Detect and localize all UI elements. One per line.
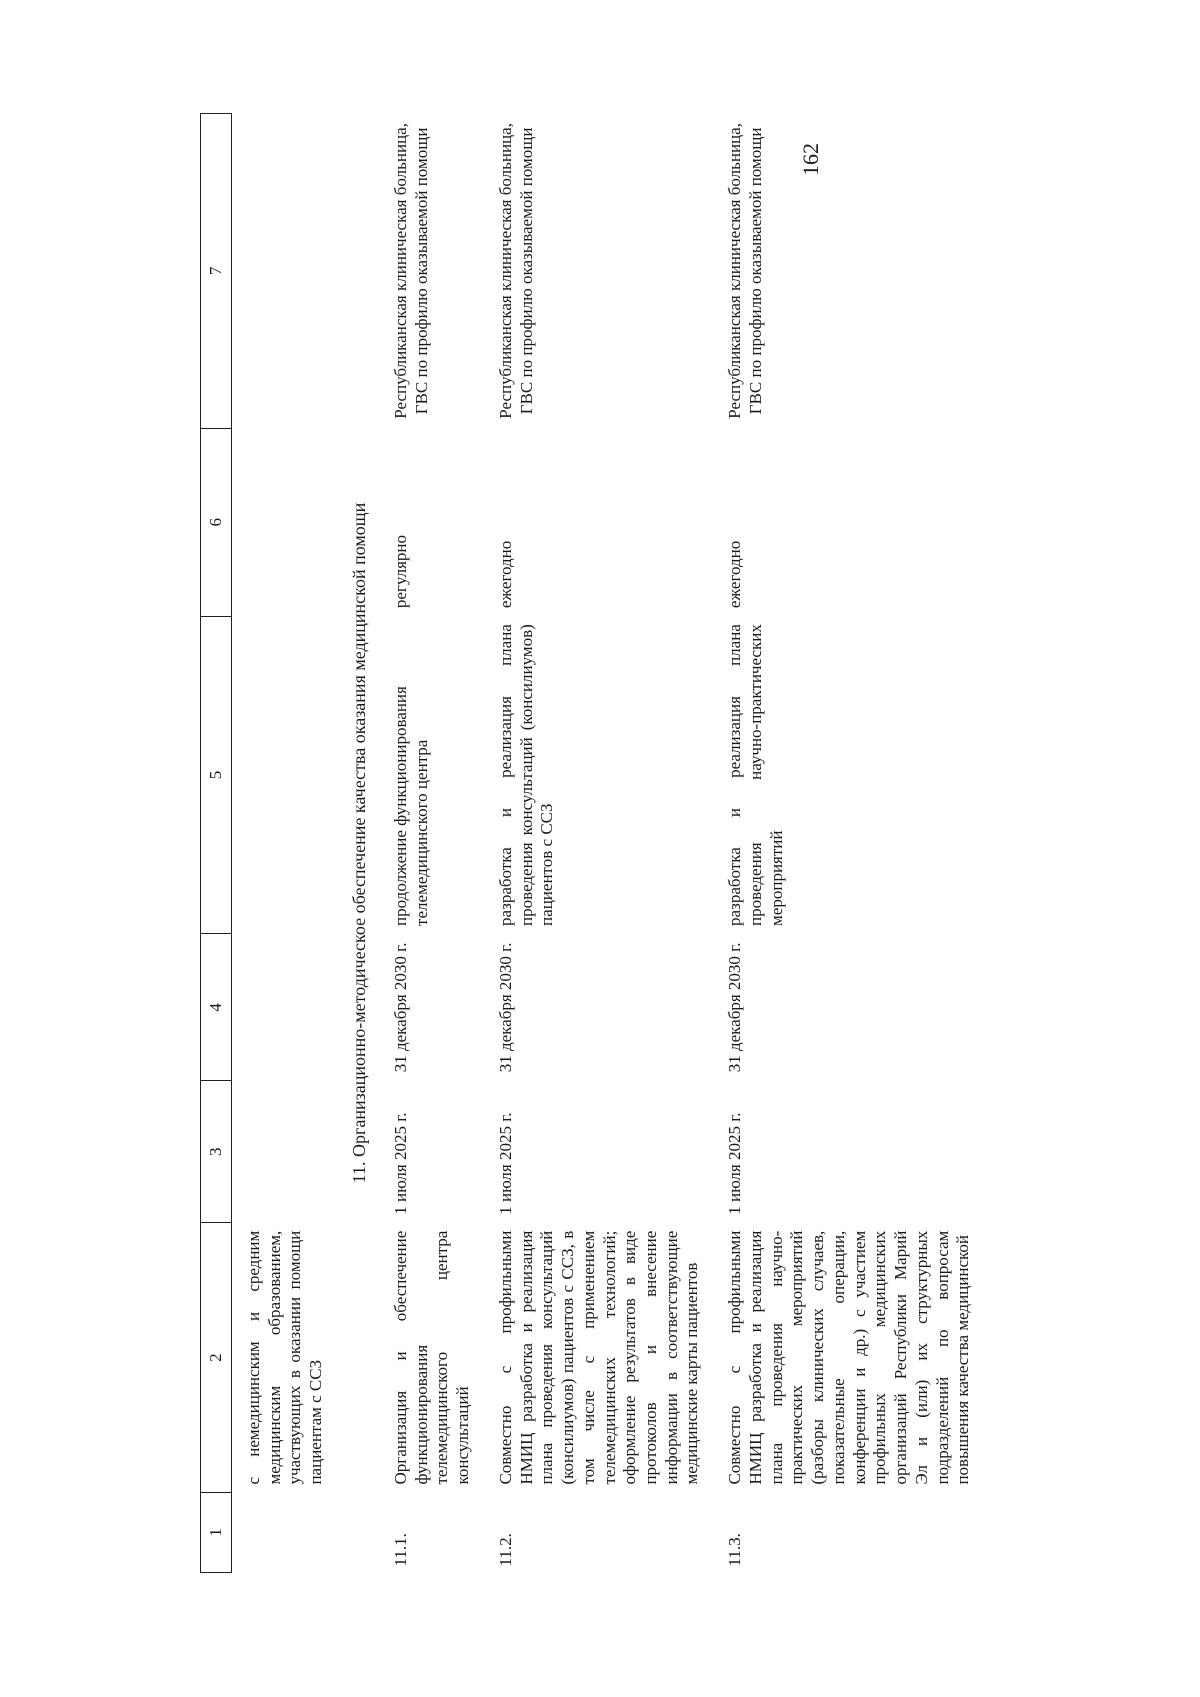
table-row <box>379 114 484 1573</box>
column-header: 1 <box>201 1493 232 1573</box>
row-start-date: 1 июля 2025 г. <box>495 1112 515 1215</box>
row-result: продолжение функционирования телемедицинского центра <box>390 686 431 926</box>
row-number: 11.1. <box>390 1533 410 1567</box>
rotated-page <box>200 113 973 1573</box>
row-description: Совместно с профильными НМИЦ разработка и реализация плана проведения научно-практических мероприятий (разборы клинических случаев, показательные операции, конференции и др.) с участием профильных медицинских организаций Республики Марий Эл и (или) их структурных подразделений по вопросам повышения качества медицинской <box>725 1230 973 1485</box>
row-end-date: 31 декабря 2030 г. <box>495 942 515 1073</box>
row-start-date: 1 июля 2025 г. <box>390 1112 410 1215</box>
column-header: 2 <box>201 1223 232 1493</box>
column-header: 4 <box>201 934 232 1081</box>
row-responsible: Республиканская клиническая больница, ГВС по профилю оказываемой помощи <box>390 123 431 419</box>
plan-table <box>200 113 984 1573</box>
row-result: разработка и реализация плана проведения научно-практических мероприятий <box>725 624 786 926</box>
row-description: Совместно с профильными НМИЦ разработка и реализация плана проведения консультаций (консилиумов) пациентов с ССЗ, в том числе с применением телемедицинских технологий; оформление результатов в виде протоколов и внесение информации в соответствующие медицинские карты пациентов <box>495 1230 702 1485</box>
column-header: 3 <box>201 1081 232 1223</box>
continued-text: с немедицинским и средним медицинским образованием, участвующих в оказании помощи пациентам с ССЗ <box>244 1230 326 1485</box>
table-row <box>713 114 984 1573</box>
row-end-date: 31 декабря 2030 г. <box>725 942 745 1073</box>
row-frequency: ежегодно <box>495 540 515 609</box>
row-frequency: ежегодно <box>725 540 745 609</box>
header-row <box>201 114 232 1573</box>
section-row <box>337 114 379 1573</box>
row-number: 11.3. <box>725 1533 745 1567</box>
row-start-date: 1 июля 2025 г. <box>725 1112 745 1215</box>
section-title: 11. Организационно-методическое обеспечение качества оказания медицинской помощи <box>348 502 369 1184</box>
table-row-continued <box>232 114 337 1573</box>
row-responsible: Республиканская клиническая больница, ГВС по профилю оказываемой помощи <box>495 123 536 419</box>
column-header: 5 <box>201 616 232 934</box>
row-end-date: 31 декабря 2030 г. <box>390 942 410 1073</box>
page-number: 162 <box>798 143 823 176</box>
row-description: Организация и обеспечение функционирования телемедицинского центра консультаций <box>390 1230 473 1485</box>
row-number: 11.2. <box>495 1533 515 1567</box>
column-header: 7 <box>201 114 232 429</box>
row-result: разработка и реализация плана проведения консультаций (консилиумов) пациентов с ССЗ <box>495 624 557 926</box>
table-row <box>484 114 713 1573</box>
column-header: 6 <box>201 428 232 616</box>
row-responsible: Республиканская клиническая больница, ГВС по профилю оказываемой помощи <box>725 123 765 419</box>
row-frequency: регулярно <box>390 534 410 609</box>
